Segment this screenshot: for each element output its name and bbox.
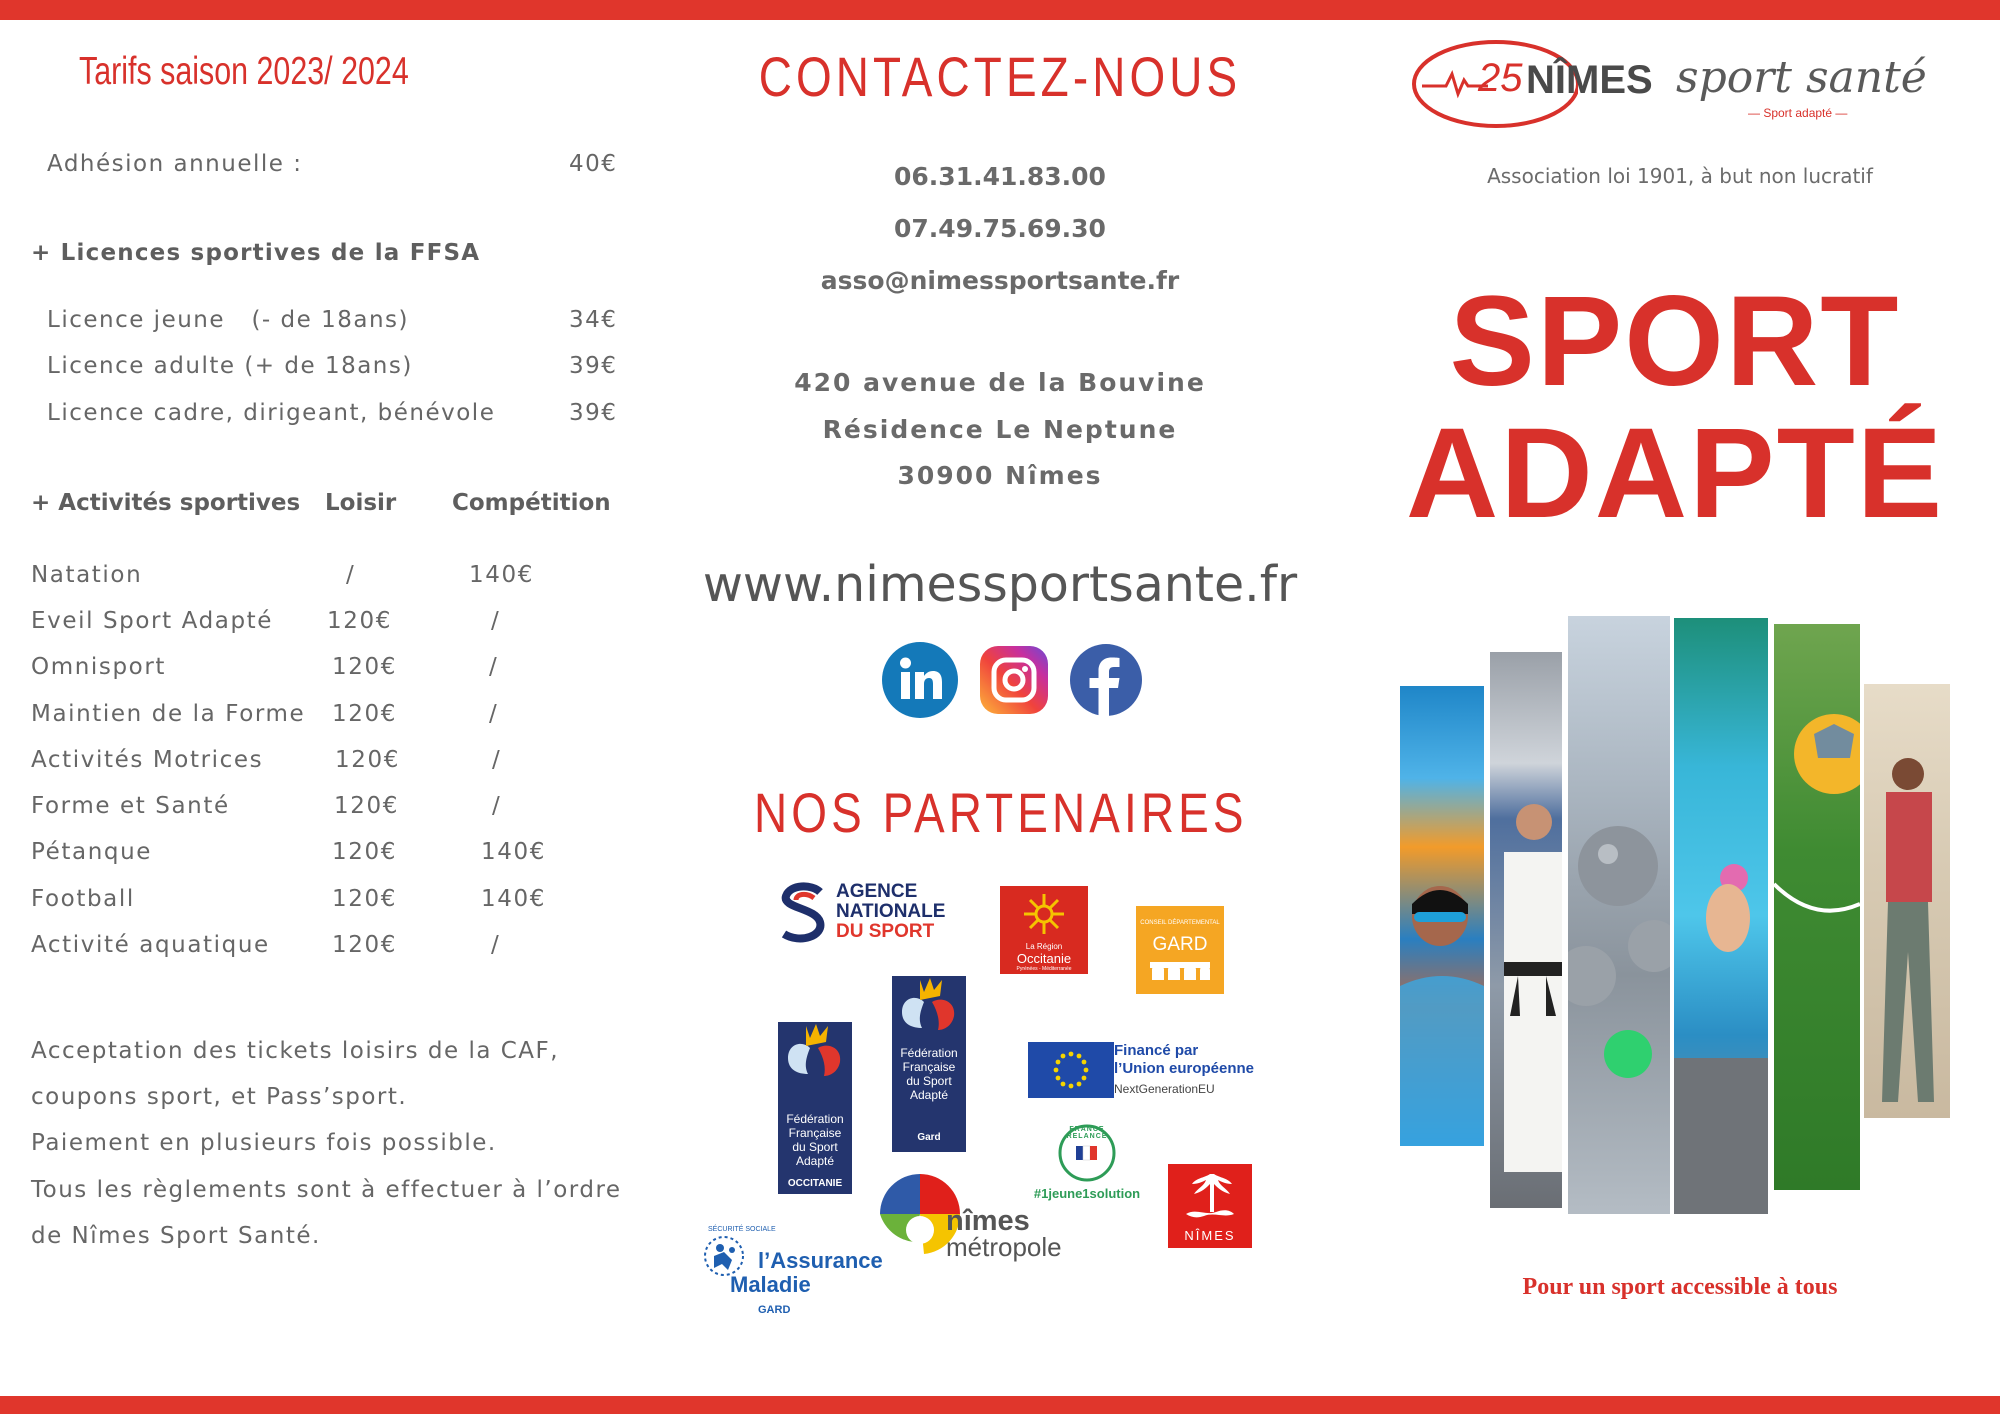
ans-line: DU SPORT [836, 921, 935, 942]
logo-subtitle: — Sport adapté — [1748, 106, 1848, 120]
metropole-line: métropole [946, 1232, 1062, 1262]
ffsa-line: Fédération [900, 1046, 958, 1060]
activity-competition-price: 140€ [481, 839, 546, 865]
activity-competition-price: / [491, 608, 501, 634]
activity-loisir-price: 120€ [332, 886, 397, 912]
payment-note: Tous les règlements sont à effectuer à l’ordre [31, 1177, 622, 1203]
ans-line: NATIONALE [836, 901, 946, 922]
activity-loisir-price: 120€ [332, 654, 397, 680]
activity-loisir-price: 120€ [332, 932, 397, 958]
ffsa-tag: Gard [917, 1132, 941, 1143]
activity-name: Natation [31, 562, 143, 588]
title-line-adapte: ADAPTÉ [1405, 402, 1945, 545]
eu-line: NextGenerationEU [1114, 1082, 1215, 1096]
activity-name: Eveil Sport Adapté [31, 608, 274, 634]
ffsa-line: du Sport [906, 1074, 952, 1088]
cpam-line: l’Assurance [758, 1248, 883, 1273]
gard-small: CONSEIL DÉPARTEMENTAL [1140, 920, 1220, 926]
pricing-panel [0, 0, 640, 1414]
relance-hashtag: #1jeune1solution [1033, 1186, 1141, 1201]
activity-row [31, 562, 591, 596]
football-photo [1774, 624, 1860, 1190]
eu-line: l’Union européenne [1114, 1060, 1255, 1077]
association-status: Association loi 1901, à but non lucratif [1487, 164, 1873, 188]
address-line: 420 avenue de la Bouvine [794, 368, 1206, 397]
licences-heading: + Licences sportives de la FFSA [31, 240, 481, 266]
activity-competition-price: / [492, 793, 502, 819]
activity-row [31, 839, 591, 873]
membership-row [47, 151, 617, 177]
activity-loisir-price: 120€ [327, 608, 392, 634]
contact-heading: CONTACTEZ-NOUS [758, 45, 1242, 108]
swimmer-photo [1400, 686, 1484, 1146]
partners-heading: NOS PARTENAIRES [754, 781, 1248, 844]
activity-loisir-price: 120€ [334, 793, 399, 819]
tagline: Pour un sport accessible à tous [1522, 1274, 1838, 1300]
payment-note: coupons sport, et Pass’sport. [31, 1084, 408, 1110]
licence-label: Licence cadre, dirigeant, bénévole [47, 400, 496, 426]
activity-row [31, 654, 591, 688]
licence-row [47, 353, 617, 379]
activity-row [31, 932, 591, 966]
region-occitanie-logo [1000, 886, 1088, 974]
ans-logo [776, 882, 966, 946]
membership-price: 40€ [569, 151, 618, 177]
ffsa-tag: OCCITANIE [787, 1178, 843, 1189]
region-name: Occitanie [1016, 951, 1072, 966]
activity-competition-price: / [491, 932, 501, 958]
karate-photo [1490, 652, 1562, 1208]
eu-line: Financé par [1114, 1042, 1199, 1059]
licence-label: Licence jeune (- de 18ans) [47, 307, 410, 333]
activity-competition-price: 140€ [481, 886, 546, 912]
ffsa-line: Fédération [786, 1112, 844, 1126]
nimes-city-name: NÎMES [1184, 1228, 1236, 1243]
logo-script: sport santé [1676, 52, 1927, 103]
competition-column-header: Compétition [452, 490, 611, 516]
yoga-photo [1864, 684, 1950, 1118]
payment-note: Paiement en plusieurs fois possible. [31, 1130, 497, 1156]
activity-competition-price: / [489, 654, 499, 680]
activity-row [31, 886, 591, 920]
payment-note: Acceptation des tickets loisirs de la CAF, [31, 1038, 560, 1064]
activity-name: Football [31, 886, 135, 912]
address-line: 30900 Nîmes [897, 461, 1103, 490]
cpam-small: SÉCURITÉ SOCIALE [708, 1226, 776, 1233]
eu-logo [1028, 1040, 1268, 1100]
ffsa-occitanie-logo [778, 1022, 852, 1194]
activity-competition-price: / [489, 701, 499, 727]
licence-row [47, 400, 617, 426]
phone-number[interactable]: 07.49.75.69.30 [894, 214, 1106, 243]
title-line-sport: SPORT [1449, 270, 1901, 413]
activity-competition-price: / [492, 747, 502, 773]
licence-price: 39€ [569, 353, 618, 379]
instagram-icon[interactable] [980, 646, 1048, 714]
website-link[interactable]: www.nimessportsante.fr [702, 556, 1298, 613]
gard-logo [1136, 906, 1224, 994]
licence-row [47, 307, 617, 333]
metropole-line: nîmes [946, 1205, 1030, 1237]
nimes-city-logo [1168, 1164, 1252, 1248]
cpam-line: GARD [758, 1304, 791, 1316]
region-small: La Région [1025, 942, 1063, 951]
loisir-column-header: Loisir [325, 490, 397, 516]
activity-row [31, 793, 591, 827]
cpam-line: Maladie [730, 1272, 811, 1297]
pricing-title: Tarifs saison 2023/ 2024 [79, 50, 409, 93]
activity-loisir-price: 120€ [335, 747, 400, 773]
linkedin-icon[interactable] [882, 642, 958, 718]
ffsa-line: Française [788, 1126, 842, 1140]
activity-loisir-price: 120€ [332, 839, 397, 865]
assurance-maladie-logo [700, 1224, 883, 1320]
region-sub: Pyrénées - Méditerranée [1016, 966, 1072, 972]
ffsa-line: du Sport [792, 1140, 838, 1154]
activity-name: Pétanque [31, 839, 153, 865]
activity-name: Omnisport [31, 654, 167, 680]
email-link[interactable]: asso@nimessportsante.fr [820, 266, 1180, 295]
activity-row [31, 701, 591, 735]
relance-ring-text: FRANCE RELANCE [1066, 1126, 1108, 1140]
petanque-photo [1568, 616, 1670, 1214]
logo-number: 25 [1478, 56, 1523, 100]
activity-competition-price: 140€ [469, 562, 534, 588]
ffsa-line: Adapté [795, 1154, 835, 1168]
ans-line: AGENCE [836, 881, 918, 902]
ffsa-line: Française [902, 1060, 956, 1074]
activity-loisir-price: 120€ [332, 701, 397, 727]
activity-name: Activités Motrices [31, 747, 264, 773]
activities-heading: + Activités sportives [31, 490, 301, 516]
nimes-sport-sante-logo [1408, 38, 1928, 138]
ffsa-line: Adapté [909, 1088, 949, 1102]
licence-price: 34€ [569, 307, 618, 333]
activity-loisir-price: / [346, 562, 356, 588]
membership-label: Adhésion annuelle : [47, 151, 303, 177]
logo-name: NÎMES [1526, 58, 1653, 102]
address-line: Résidence Le Neptune [822, 415, 1178, 444]
nimes-metropole-logo [872, 1170, 1092, 1270]
phone-number[interactable]: 06.31.41.83.00 [894, 162, 1106, 191]
activity-name: Forme et Santé [31, 793, 230, 819]
gard-name: GARD [1152, 934, 1208, 955]
activity-row [31, 747, 591, 781]
pool-photo [1674, 618, 1768, 1214]
ffsa-gard-logo [892, 976, 966, 1152]
payment-note: de Nîmes Sport Santé. [31, 1223, 321, 1249]
activity-row [31, 608, 591, 642]
activity-name: Maintien de la Forme [31, 701, 306, 727]
facebook-icon[interactable] [1070, 644, 1142, 716]
licence-price: 39€ [569, 400, 618, 426]
licence-label: Licence adulte (+ de 18ans) [47, 353, 413, 379]
activity-name: Activité aquatique [31, 932, 270, 958]
